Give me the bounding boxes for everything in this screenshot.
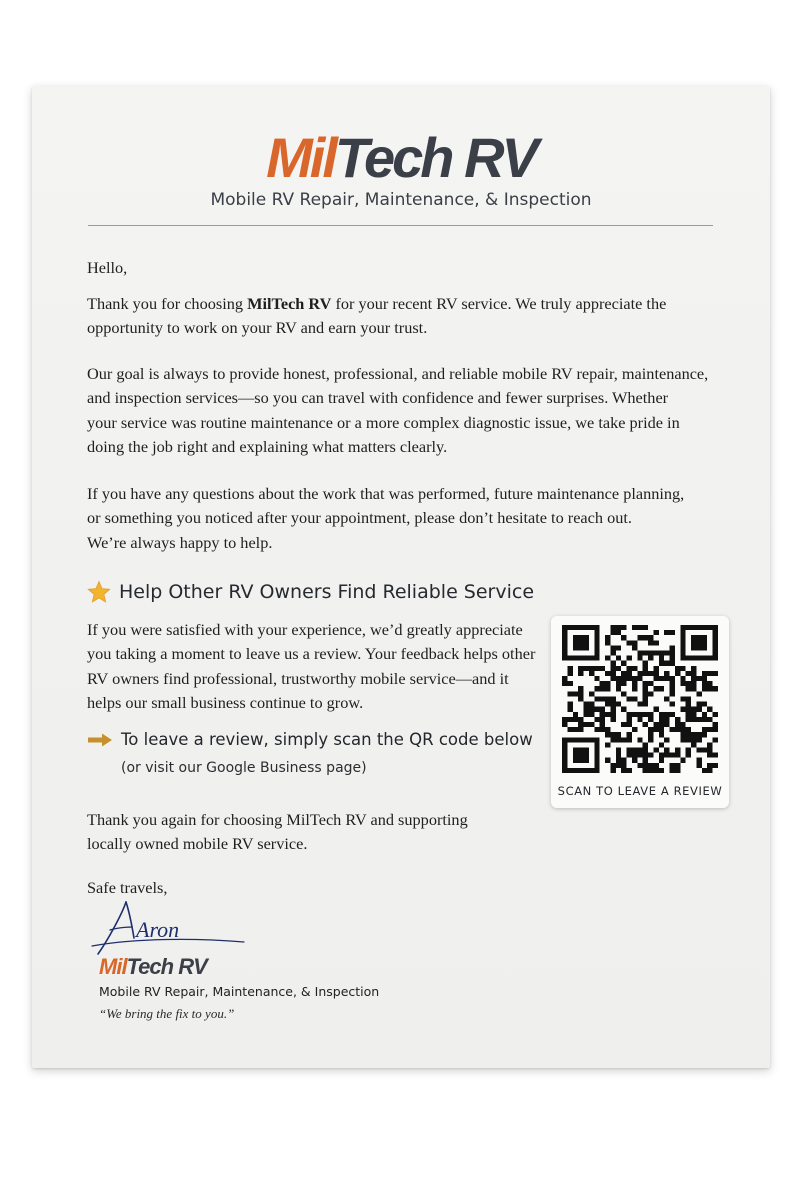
qr-code[interactable] (562, 625, 718, 773)
review-line: If you were satisfied with your experience, we’d greatly appreciate (87, 620, 523, 639)
questions-line: If you have any questions about the work that was performed, future maintenance planning, (87, 484, 685, 503)
footer-logo (99, 954, 207, 980)
goal-line: doing the job right and explaining what matters clearly. (87, 437, 448, 457)
questions-line: or something you noticed after your appointment, please don’t hesitate to reach out. (87, 508, 632, 528)
review-heading-text: Help Other RV Owners Find Reliable Service (119, 581, 535, 603)
review-line: RV owners find professional, trustworthy mobile service—and it (87, 668, 509, 688)
closing-line: Thank you again for choosing MilTech RV and supporting (87, 810, 468, 829)
footer-logo-mil: Mil (99, 954, 127, 979)
paragraph-questions (87, 482, 727, 555)
thanks-brand: MilTech RV (247, 294, 332, 313)
qr-modules (562, 625, 718, 773)
review-line: helps our small business continue to grow. (87, 693, 364, 713)
arrow-right-icon (87, 732, 113, 748)
sign-off: Safe travels, (87, 878, 168, 897)
goal-line: and inspection services—so you can travel with confidence and fewer surprises. Whether (87, 388, 669, 408)
review-line: you taking a moment to leave us a review. Your feedback helps other (87, 644, 536, 664)
footer-tagline: Mobile RV Repair, Maintenance, & Inspection (99, 984, 380, 999)
company-logo (32, 126, 770, 190)
header-divider (88, 225, 713, 226)
star-icon (87, 580, 111, 604)
company-tagline: Mobile RV Repair, Maintenance, & Inspection (210, 190, 592, 210)
paragraph-closing (87, 808, 727, 857)
thanks-text-pre: Thank you for choosing (87, 294, 248, 313)
signature-text: Aron (136, 917, 180, 942)
google-business-note: (or visit our Google Business page) (121, 760, 367, 776)
goal-line: Our goal is always to provide honest, professional, and reliable mobile RV repair, maintenance, (87, 364, 709, 383)
qr-caption: SCAN TO LEAVE A REVIEW (557, 784, 723, 798)
paragraph-thanks-line-2: opportunity to work on your RV and earn your trust. (87, 318, 428, 338)
logo-tech-rv: Tech RV (334, 126, 536, 189)
questions-line: We’re always happy to help. (87, 532, 273, 552)
paragraph-thanks (87, 292, 727, 341)
goal-line: your service was routine maintenance or a more complex diagnostic issue, we take pride in (87, 412, 680, 432)
review-cta (87, 730, 533, 749)
paragraph-thanks-line-1 (87, 292, 727, 316)
greeting: Hello, (87, 258, 128, 277)
footer-logo-tech-rv: Tech RV (126, 954, 207, 979)
review-heading (87, 580, 534, 604)
thanks-text-post: for your recent RV service. We truly appreciate the (331, 294, 667, 313)
logo-mil: Mil (266, 126, 335, 189)
footer-motto: “We bring the fix to you.” (99, 1006, 235, 1021)
review-cta-text: To leave a review, simply scan the QR code below (121, 730, 533, 749)
letter-page (32, 86, 770, 1068)
qr-card[interactable] (551, 616, 729, 808)
closing-line: locally owned mobile RV service. (87, 834, 308, 854)
paragraph-goal (87, 362, 727, 460)
